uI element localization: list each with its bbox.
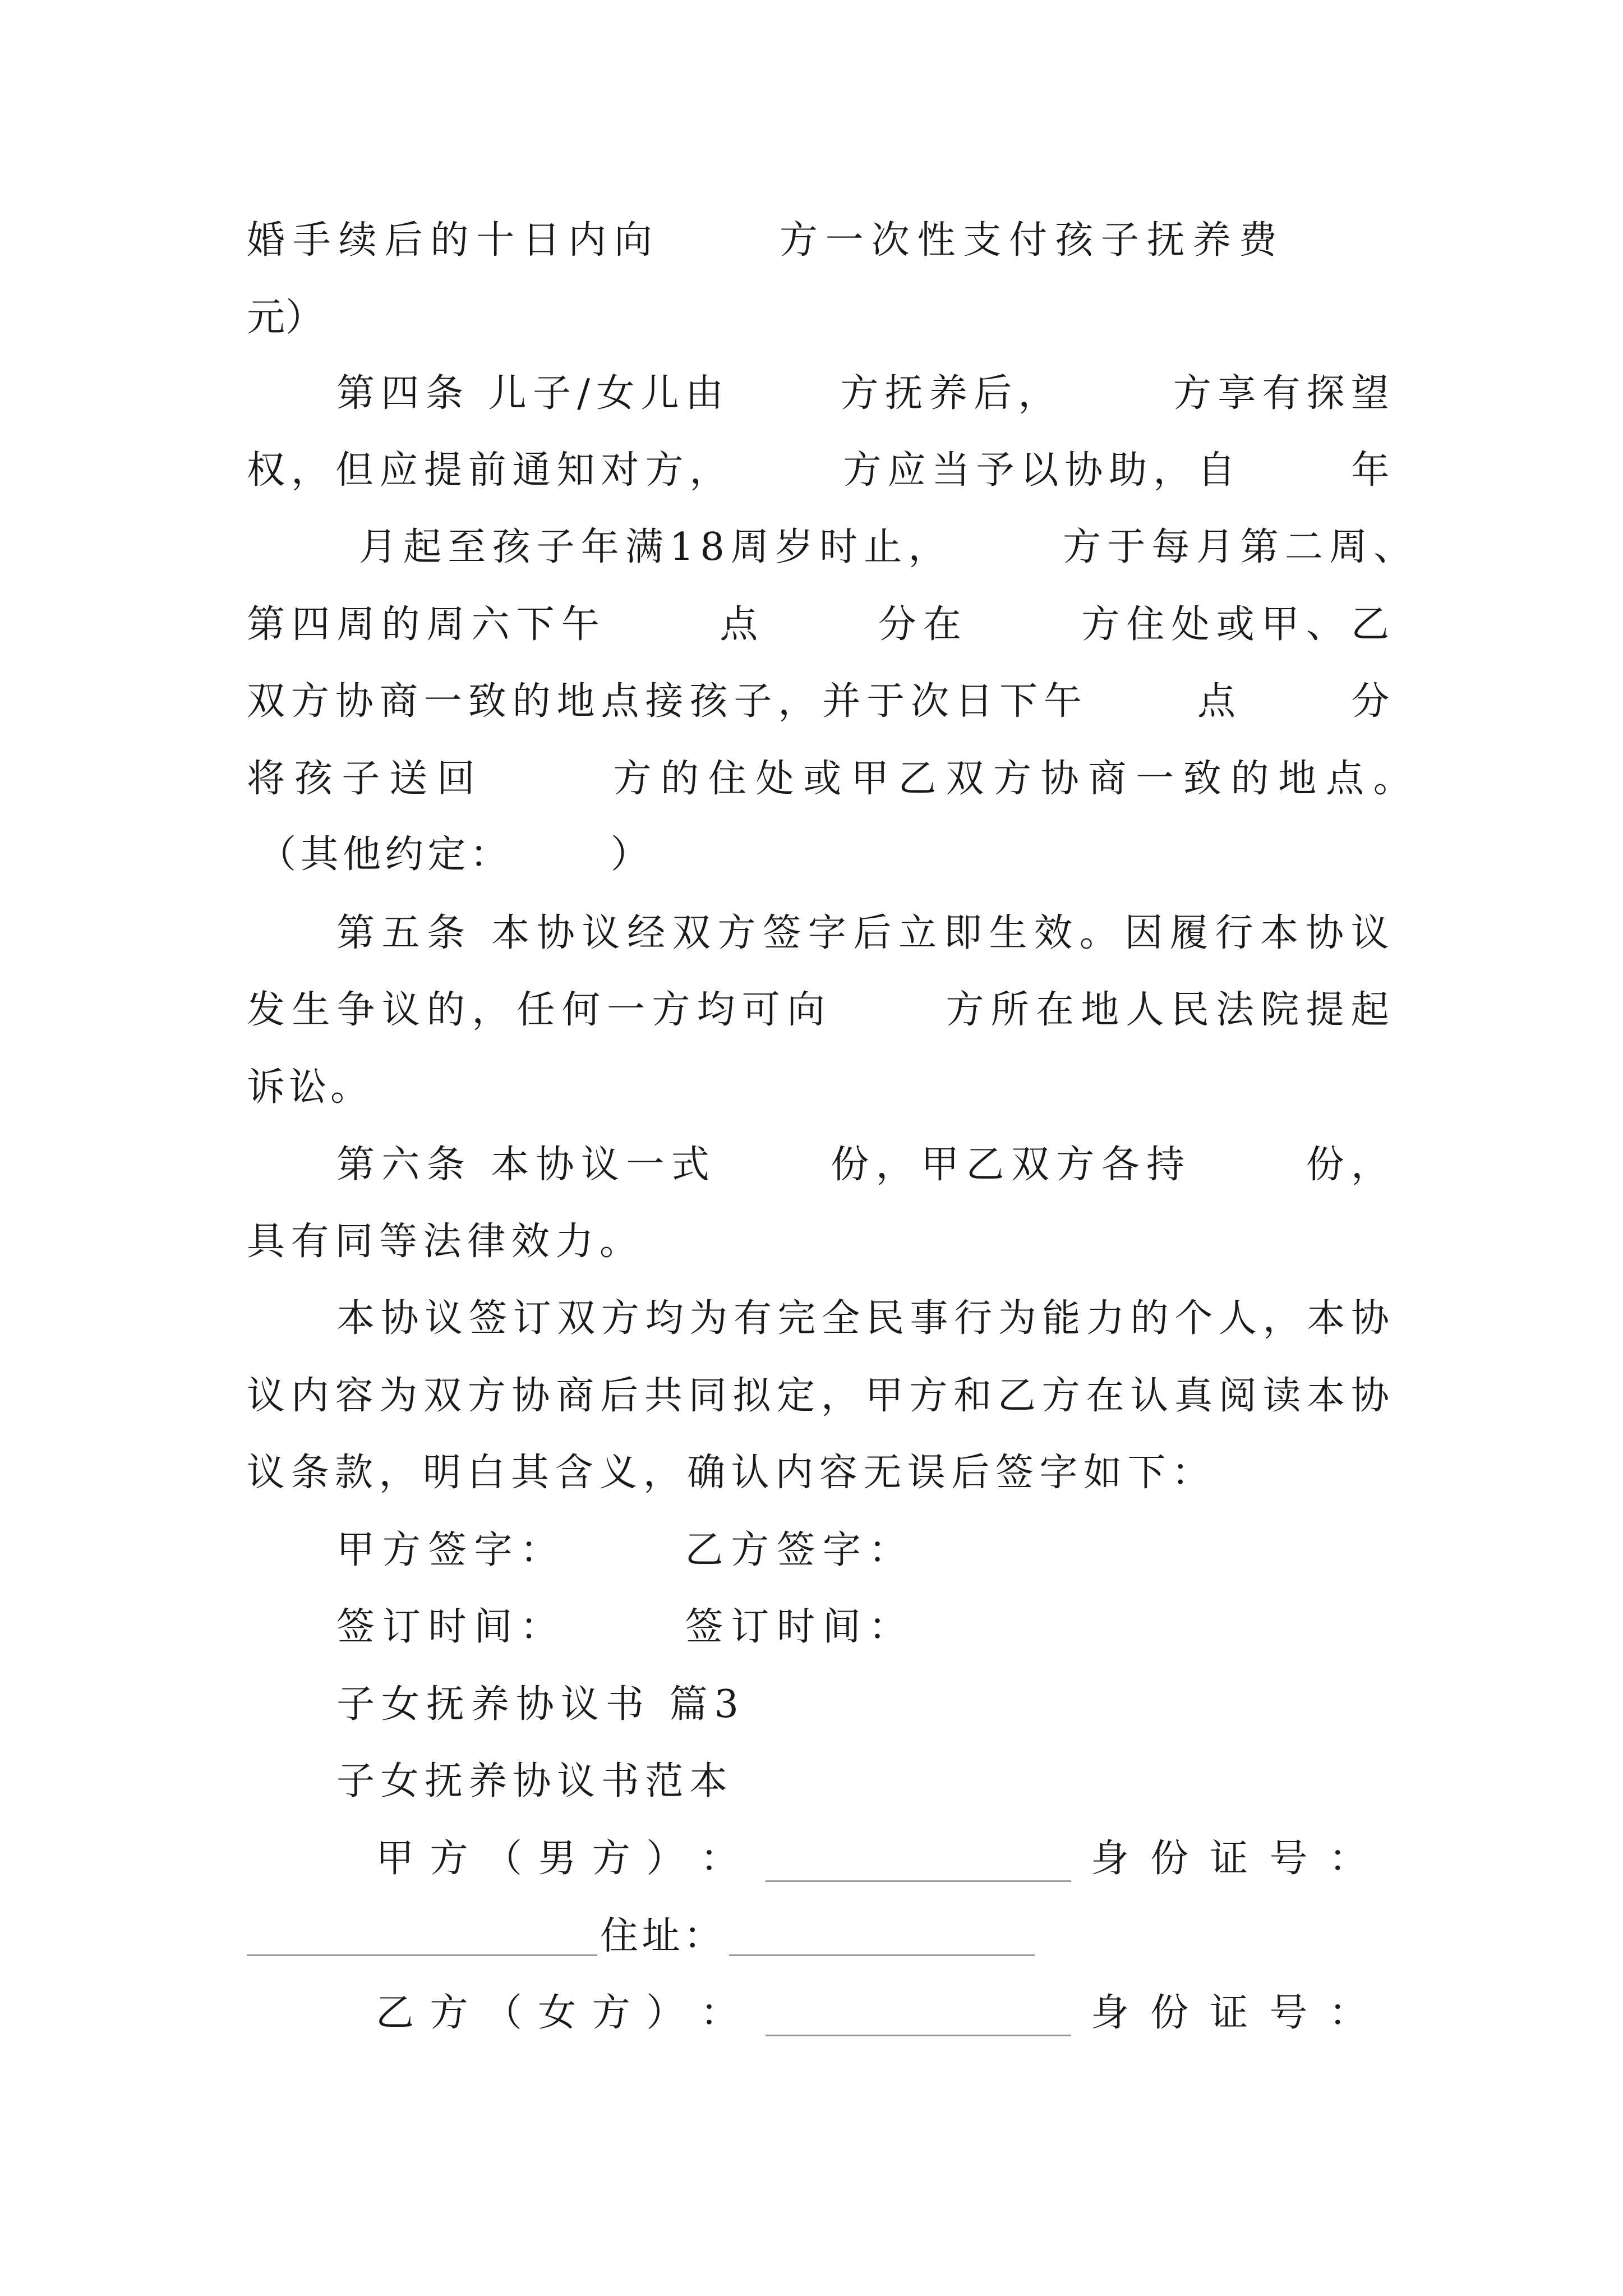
paragraph-line: 将孩子送回 方的住处或甲乙双方协商一致的地点。 [247, 757, 1421, 801]
paragraph-line: 婚手续后的十日内向 方一次性支付孩子抚养费 [247, 218, 1285, 263]
signature-line-party-a: 甲方签字： 乙方签字： [336, 1528, 915, 1572]
party-a-id-label: 身 份 证 号 ： [1091, 1837, 1372, 1881]
party-a-address-blank [729, 1954, 1035, 1956]
paragraph-line: 双方协商一致的地点接孩子，并于次日下午 点 分 [247, 679, 1396, 724]
section-heading: 子女抚养协议书 篇3 [336, 1682, 745, 1727]
party-a-address-label: 住址： [600, 1914, 726, 1958]
paragraph-line: 第五条 本协议经双方签字后立即生效。因履行本协议 [336, 911, 1396, 955]
party-a-label: 甲 方 （ 男 方 ） ： [376, 1837, 741, 1881]
paragraph-line: 诉讼。 [247, 1065, 372, 1110]
section-subheading: 子女抚养协议书范本 [336, 1759, 734, 1803]
paragraph-line: （其他约定： ） [258, 832, 653, 877]
paragraph-line: 月起至孩子年满18周岁时止， 方于每月第二周、 [359, 525, 1418, 569]
paragraph-line: 权，但应提前通知对方， 方应当予以协助，自 年 [247, 448, 1396, 493]
paragraph-line: 议条款，明白其含义，确认内容无误后签字如下： [247, 1451, 1216, 1495]
paragraph-line: 第四条 儿子/女儿由 方抚养后， 方享有探望 [336, 371, 1396, 416]
party-a-name-blank [766, 1880, 1071, 1882]
paragraph-line: 发生争议的，任何一方均可向 方所在地人民法院提起 [247, 988, 1396, 1032]
paragraph-line: 第六条 本协议一式 份，甲乙双方各持 份， [336, 1143, 1396, 1187]
party-a-id-blank [247, 1954, 597, 1956]
paragraph-line: 元） [247, 296, 325, 340]
party-b-name-blank [766, 2035, 1071, 2036]
paragraph-line: 第四周的周六下午 点 分在 方住处或甲、乙 [247, 602, 1396, 647]
paragraph-line: 具有同等法律效力。 [247, 1220, 644, 1264]
paragraph-line: 本协议签订双方均为有完全民事行为能力的个人，本协 [336, 1296, 1395, 1341]
paragraph-line: 议内容为双方协商后共同拟定，甲方和乙方在认真阅读本协 [247, 1374, 1395, 1418]
party-b-label: 乙 方 （ 女 方 ） ： [376, 1991, 741, 2035]
signing-date-line: 签订时间： 签订时间： [336, 1605, 915, 1649]
party-b-id-label: 身 份 证 号 ： [1091, 1991, 1372, 2035]
